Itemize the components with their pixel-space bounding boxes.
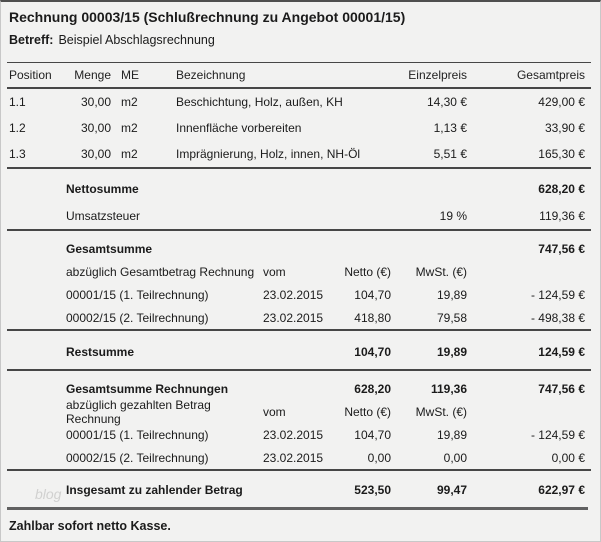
rest-amount: 124,59 € — [538, 345, 585, 359]
deduction-header-date: vom — [263, 264, 286, 279]
column-header-description: Bezeichnung — [176, 68, 246, 82]
items-header-row — [1, 63, 600, 87]
paid-deduction-header-label: abzüglich gezahlten Betrag Rechnung — [66, 397, 211, 426]
paid-deduction-netto: 0,00 — [367, 450, 391, 465]
deduction-header-netto: Netto (€) — [344, 264, 391, 279]
final-mwst: 99,47 — [436, 483, 467, 497]
invoice-subject-line — [9, 33, 592, 48]
column-header-total-price: Gesamtpreis — [516, 68, 585, 82]
section-divider — [7, 469, 591, 471]
bottom-divider — [7, 507, 588, 510]
item-row — [1, 141, 600, 167]
deduction-row — [1, 283, 600, 306]
item-unit: m2 — [121, 147, 138, 161]
item-quantity: 30,00 — [80, 95, 111, 109]
column-header-unit-price: Einzelpreis — [408, 68, 467, 82]
rest-total-row — [1, 339, 600, 365]
deduction-mwst: 79,58 — [436, 310, 467, 325]
gross-total-amount: 747,56 € — [538, 241, 585, 256]
item-unit-price: 5,51 € — [433, 147, 467, 161]
deduction-row — [1, 306, 600, 329]
deduction-header-mwst: MwSt. (€) — [415, 264, 467, 279]
item-total-price: 429,00 € — [538, 95, 585, 109]
paid-deduction-netto: 104,70 — [354, 427, 391, 442]
net-total-amount: 628,20 € — [538, 181, 585, 196]
item-unit-price: 14,30 € — [426, 95, 467, 109]
final-amount: 622,97 € — [538, 483, 585, 497]
deduction-amount: - 498,38 € — [530, 310, 585, 325]
invoices-total-amount: 747,56 € — [538, 381, 585, 396]
gross-total-label: Gesamtsumme — [66, 241, 153, 256]
item-description: Beschichtung, Holz, außen, KH — [176, 95, 343, 109]
paid-deduction-date: 23.02.2015 — [263, 450, 324, 465]
final-total-label: Insgesamt zu zahlender Betrag — [66, 483, 243, 497]
vat-label: Umsatzsteuer — [66, 208, 141, 223]
section-divider — [7, 369, 591, 371]
paid-deduction-header-date: vom — [263, 404, 286, 419]
item-unit: m2 — [121, 121, 138, 135]
column-header-quantity: Menge — [74, 68, 111, 82]
paid-deduction-header-mwst: MwSt. (€) — [415, 404, 467, 419]
invoices-total-label: Gesamtsumme Rechnungen — [66, 381, 229, 396]
deduction-date: 23.02.2015 — [263, 310, 324, 325]
net-total-label: Nettosumme — [66, 181, 139, 196]
deduction-netto: 418,80 — [354, 310, 391, 325]
paid-deduction-date: 23.02.2015 — [263, 427, 324, 442]
rest-total-label: Restsumme — [66, 345, 135, 359]
item-description: Imprägnierung, Holz, innen, NH-Öl — [176, 147, 361, 161]
paid-deduction-mwst: 0,00 — [443, 450, 467, 465]
item-row — [1, 115, 600, 141]
paid-deduction-invoice: 00002/15 (2. Teilrechnung) — [66, 450, 209, 465]
item-quantity: 30,00 — [80, 121, 111, 135]
deduction-mwst: 19,89 — [436, 287, 467, 302]
payment-terms: Zahlbar sofort netto Kasse. — [9, 519, 171, 533]
watermark-text: blog — [35, 486, 62, 502]
invoices-total-mwst: 119,36 — [430, 381, 467, 396]
rest-netto: 104,70 — [354, 345, 391, 359]
item-position: 1.3 — [9, 147, 26, 161]
deduction-header-row — [1, 260, 600, 283]
invoice-title: Rechnung 00003/15 (Schlußrechnung zu Angebot 00001/15) — [9, 9, 406, 25]
deduction-header-label: abzüglich Gesamtbetrag Rechnung — [66, 264, 255, 279]
item-position: 1.1 — [9, 95, 26, 109]
rest-mwst: 19,89 — [436, 345, 467, 359]
vat-row — [1, 202, 600, 229]
paid-deduction-row — [1, 423, 600, 446]
item-quantity: 30,00 — [80, 147, 111, 161]
final-total-row — [1, 477, 600, 503]
invoices-total-netto: 628,20 — [354, 381, 391, 396]
subject-text: Beispiel Abschlagsrechnung — [58, 33, 215, 47]
column-header-unit: ME — [121, 68, 139, 82]
section-divider — [7, 329, 591, 331]
deduction-date: 23.02.2015 — [263, 287, 324, 302]
paid-deduction-row — [1, 446, 600, 469]
item-total-price: 33,90 € — [544, 121, 585, 135]
vat-amount: 119,36 € — [539, 208, 585, 223]
section-divider — [7, 167, 591, 169]
gross-total-row — [1, 237, 600, 260]
net-total-row — [1, 175, 600, 202]
item-description: Innenfläche vorbereiten — [176, 121, 302, 135]
item-row — [1, 89, 600, 115]
paid-deduction-amount: 0,00 € — [551, 450, 585, 465]
item-unit: m2 — [121, 95, 138, 109]
deduction-amount: - 124,59 € — [530, 287, 585, 302]
item-position: 1.2 — [9, 121, 26, 135]
paid-deduction-invoice: 00001/15 (1. Teilrechnung) — [66, 427, 209, 442]
paid-deduction-header-row — [1, 397, 600, 426]
section-divider — [7, 229, 591, 231]
paid-deduction-amount: - 124,59 € — [530, 427, 585, 442]
vat-rate: 19 % — [439, 208, 467, 223]
deduction-invoice: 00001/15 (1. Teilrechnung) — [66, 287, 209, 302]
paid-deduction-mwst: 19,89 — [436, 427, 467, 442]
item-total-price: 165,30 € — [538, 147, 585, 161]
column-header-position: Position — [9, 68, 52, 82]
subject-label: Betreff: — [9, 33, 54, 47]
deduction-invoice: 00002/15 (2. Teilrechnung) — [66, 310, 209, 325]
final-netto: 523,50 — [354, 483, 391, 497]
deduction-netto: 104,70 — [354, 287, 391, 302]
paid-deduction-header-netto: Netto (€) — [344, 404, 391, 419]
item-unit-price: 1,13 € — [433, 121, 467, 135]
